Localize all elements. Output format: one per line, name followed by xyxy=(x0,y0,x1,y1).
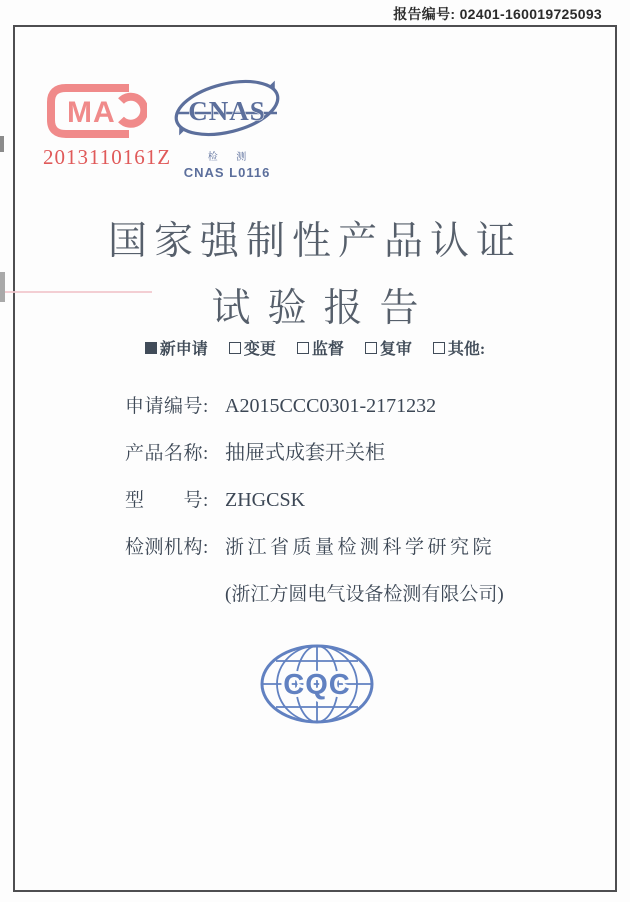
svg-text:CNAS: CNAS xyxy=(188,96,266,126)
field-label: 型 号: xyxy=(125,490,209,511)
option-label: 变更 xyxy=(243,341,276,358)
cnas-logo-icon xyxy=(167,75,287,147)
checkbox-icon xyxy=(433,342,445,354)
scan-artifact-mark xyxy=(0,272,5,302)
option-label: 复审 xyxy=(379,341,412,358)
option-label: 其他: xyxy=(447,341,486,358)
field-value: 抽屉式成套开关柜 xyxy=(225,442,385,464)
cma-logo-icon xyxy=(43,79,183,143)
application-type-row xyxy=(15,336,615,359)
option-label: 监督 xyxy=(311,341,344,358)
report-title-line2: 试验报告 xyxy=(211,287,436,330)
field-product-name xyxy=(125,442,595,465)
report-number-label: 报告编号: xyxy=(393,6,456,22)
field-testing-institution xyxy=(125,536,595,559)
field-model xyxy=(125,489,595,512)
page-border xyxy=(13,25,617,892)
cqc-logo-block xyxy=(259,643,375,725)
report-number xyxy=(393,4,602,24)
field-application-number xyxy=(125,395,595,418)
svg-text:A: A xyxy=(93,96,115,129)
cqc-logo-icon xyxy=(259,643,375,725)
option-supervision xyxy=(297,336,344,359)
checkbox-icon xyxy=(365,342,377,354)
field-value: 浙江省质量检测科学研究院 xyxy=(225,537,496,558)
scan-artifact-line xyxy=(0,291,152,293)
report-number-value: 02401-160019725093 xyxy=(459,6,602,22)
option-new-application xyxy=(145,336,208,359)
option-label: 新申请 xyxy=(159,341,208,358)
field-value: A2015CCC0301-2171232 xyxy=(225,395,437,417)
field-label: 申请编号: xyxy=(125,396,209,417)
field-label: 检测机构: xyxy=(125,537,209,558)
report-fields xyxy=(125,395,595,606)
cnas-subtext-jiance: 检 测 xyxy=(207,152,255,163)
checkbox-icon xyxy=(229,342,241,354)
cma-certificate-code: 2013110161Z xyxy=(43,145,172,169)
scan-artifact-mark xyxy=(0,136,4,152)
field-label: 产品名称: xyxy=(125,443,209,464)
option-other xyxy=(433,336,485,359)
option-change xyxy=(229,336,276,359)
field-value: ZHGCSK xyxy=(225,489,306,511)
checkbox-icon xyxy=(145,342,157,354)
cnas-logo-block xyxy=(167,75,287,180)
option-review xyxy=(365,336,412,359)
svg-text:CQC: CQC xyxy=(283,669,351,701)
cnas-accreditation-number: CNAS L0116 xyxy=(183,165,271,180)
checkbox-icon xyxy=(297,342,309,354)
report-title-line1: 国家强制性产品认证 xyxy=(107,220,522,263)
field-testing-institution-line2: (浙江方圆电气设备检测有限公司) xyxy=(225,584,504,605)
cma-logo-block xyxy=(43,79,183,170)
svg-text:M: M xyxy=(67,96,92,129)
